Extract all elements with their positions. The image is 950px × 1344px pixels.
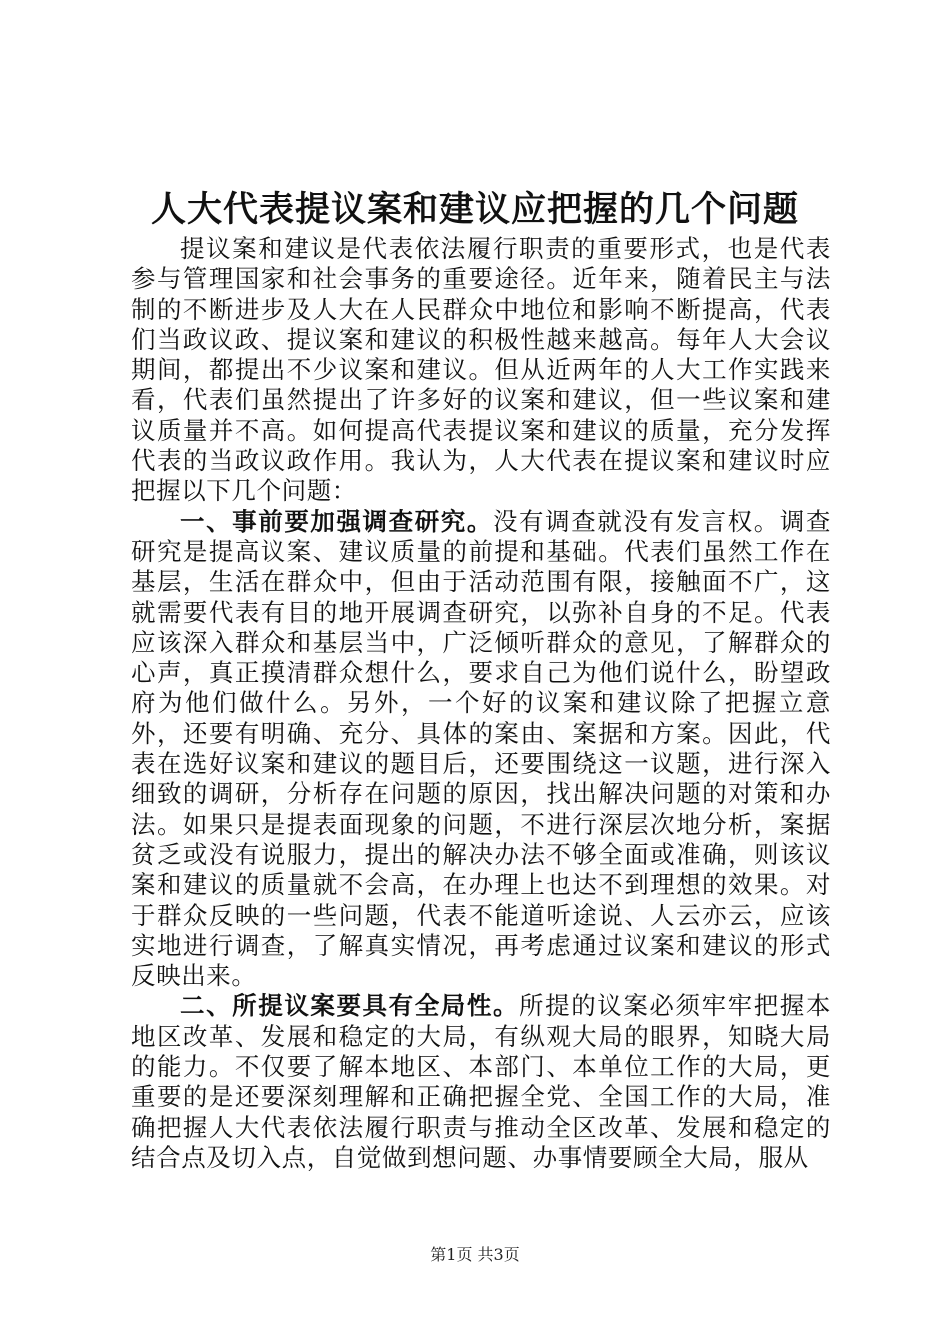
section-2-text: 所提的议案必须牢牢把握本地区改革、发展和稳定的大局，有纵观大局的眼界，知晓大局的能力。不仅要了解本地区、本部门、本单位工作的大局，更重要的是还要深刻理解和正确把握全党、全国工作的大局，准确把握人大代表依法履行职责与推动全区改革、发展和稳定的结合点及切入点，自觉做到想问题、办事情要顾全大局，服从: [131, 991, 831, 1172]
page-footer: 第1页 共3页: [430, 1245, 520, 1264]
section-1-heading: 一、事前要加强调查研究。: [180, 506, 493, 536]
paragraph-section-1: [131, 507, 831, 992]
section-2-heading: 二、所提议案要具有全局性。: [180, 991, 520, 1021]
paragraph-intro-text: 提议案和建议是代表依法履行职责的重要形式，也是代表参与管理国家和社会事务的重要途径。近年来，随着民主与法制的不断进步及人大在人民群众中地位和影响不断提高，代表们当政议政、提议案和建议的积极性越来越高。每年人大会议期间，都提出不少议案和建议。但从近两年的人大工作实践来看，代表们虽然提出了许多好的议案和建议，但一些议案和建议质量并不高。如何提高代表提议案和建议的质量，充分发挥代表的当政议政作用。我认为，人大代表在提议案和建议时应把握以下几个问题：: [131, 234, 831, 506]
paragraph-section-2: [131, 991, 831, 1173]
document-title: 人大代表提议案和建议应把握的几个问题: [150, 189, 799, 230]
document-body: [131, 234, 831, 1173]
paragraph-intro: [131, 234, 831, 507]
section-1-text: 没有调查就没有发言权。调查研究是提高议案、建议质量的前提和基础。代表们虽然工作在基层，生活在群众中，但由于活动范围有限，接触面不广，这就需要代表有目的地开展调查研究，以弥补自身的不足。代表应该深入群众和基层当中，广泛倾听群众的意见，了解群众的心声，真正摸清群众想什么，要求自己为他们说什么，盼望政府为他们做什么。另外，一个好的议案和建议除了把握立意外，还要有明确、充分、具体的案由、案据和方案。因此，代表在选好议案和建议的题目后，还要围绕这一议题，进行深入细致的调研，分析存在问题的原因，找出解决问题的对策和办法。如果只是提表面现象的问题，不进行深层次地分析，案据贫乏或没有说服力，提出的解决办法不够全面或准确，则该议案和建议的质量就不会高，在办理上也达不到理想的效果。对于群众反映的一些问题，代表不能道听途说、人云亦云，应该实地进行调查，了解真实情况，再考虑通过议案和建议的形式反映出来。: [131, 506, 831, 991]
